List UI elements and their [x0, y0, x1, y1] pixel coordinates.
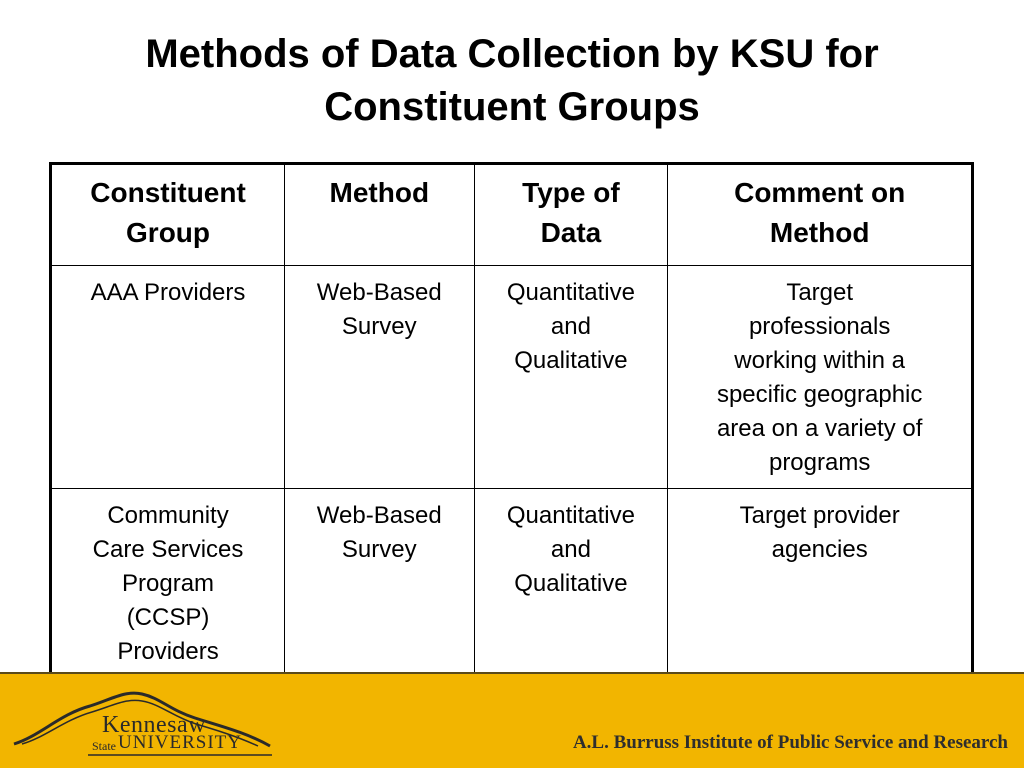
slide-title	[0, 28, 1024, 134]
cell-line: professionals	[748, 313, 891, 340]
cell-line: Qualitative	[514, 347, 628, 374]
cell-line: Providers	[117, 638, 219, 665]
header-line: Data	[540, 217, 602, 248]
cell-type-of-data	[474, 266, 668, 489]
cell-line: Quantitative	[506, 279, 635, 306]
cell-line: specific geographic	[716, 381, 923, 408]
cell-line: Web-Based	[316, 502, 442, 529]
cell-constituent-group	[51, 489, 285, 679]
cell-line: Survey	[341, 536, 417, 563]
data-collection-table	[49, 162, 974, 680]
cell-comment-on-method	[668, 266, 973, 489]
cell-line: and	[550, 313, 591, 340]
header-line: Group	[126, 217, 211, 248]
table-header-row	[51, 164, 973, 266]
header-constituent-group	[51, 164, 285, 266]
header-line: Constituent	[90, 177, 246, 208]
cell-line: working within a	[734, 347, 906, 374]
logo-state-text: State	[92, 739, 116, 753]
ksu-logo	[10, 684, 280, 760]
header-line: Method	[769, 217, 870, 248]
header-line: Comment on	[734, 177, 906, 208]
cell-line: (CCSP)	[126, 604, 210, 631]
header-method	[285, 164, 474, 266]
slide-title-line-2: Constituent Groups	[324, 85, 700, 129]
cell-constituent-group	[51, 266, 285, 489]
cell-method	[285, 266, 474, 489]
cell-line: Target	[786, 279, 854, 306]
logo-kennesaw-text: Kennesaw	[102, 712, 206, 738]
table-row	[51, 266, 973, 489]
cell-line: programs	[768, 449, 871, 476]
cell-line: Survey	[341, 313, 417, 340]
cell-line: AAA Providers	[90, 279, 246, 306]
cell-line: Target provider	[739, 502, 900, 529]
header-line: Method	[329, 177, 430, 208]
cell-line: Care Services	[92, 536, 244, 563]
cell-line: Quantitative	[506, 502, 635, 529]
header-type-of-data	[474, 164, 668, 266]
cell-type-of-data	[474, 489, 668, 679]
logo-university-text: UNIVERSITY	[118, 732, 242, 753]
table-row	[51, 489, 973, 679]
cell-line: and	[550, 536, 591, 563]
cell-line: area on a variety of	[716, 415, 923, 442]
cell-line: agencies	[771, 536, 868, 563]
cell-comment-on-method	[668, 489, 973, 679]
header-line: Type of	[522, 177, 620, 208]
cell-line: Program	[122, 570, 215, 597]
cell-line: Web-Based	[316, 279, 442, 306]
cell-method	[285, 489, 474, 679]
slide-title-line-1: Methods of Data Collection by KSU for	[145, 32, 879, 76]
institute-name: A.L. Burruss Institute of Public Service and Research	[572, 732, 1008, 753]
cell-line: Community	[107, 502, 229, 529]
header-comment-on-method	[668, 164, 973, 266]
cell-line: Qualitative	[514, 570, 628, 597]
